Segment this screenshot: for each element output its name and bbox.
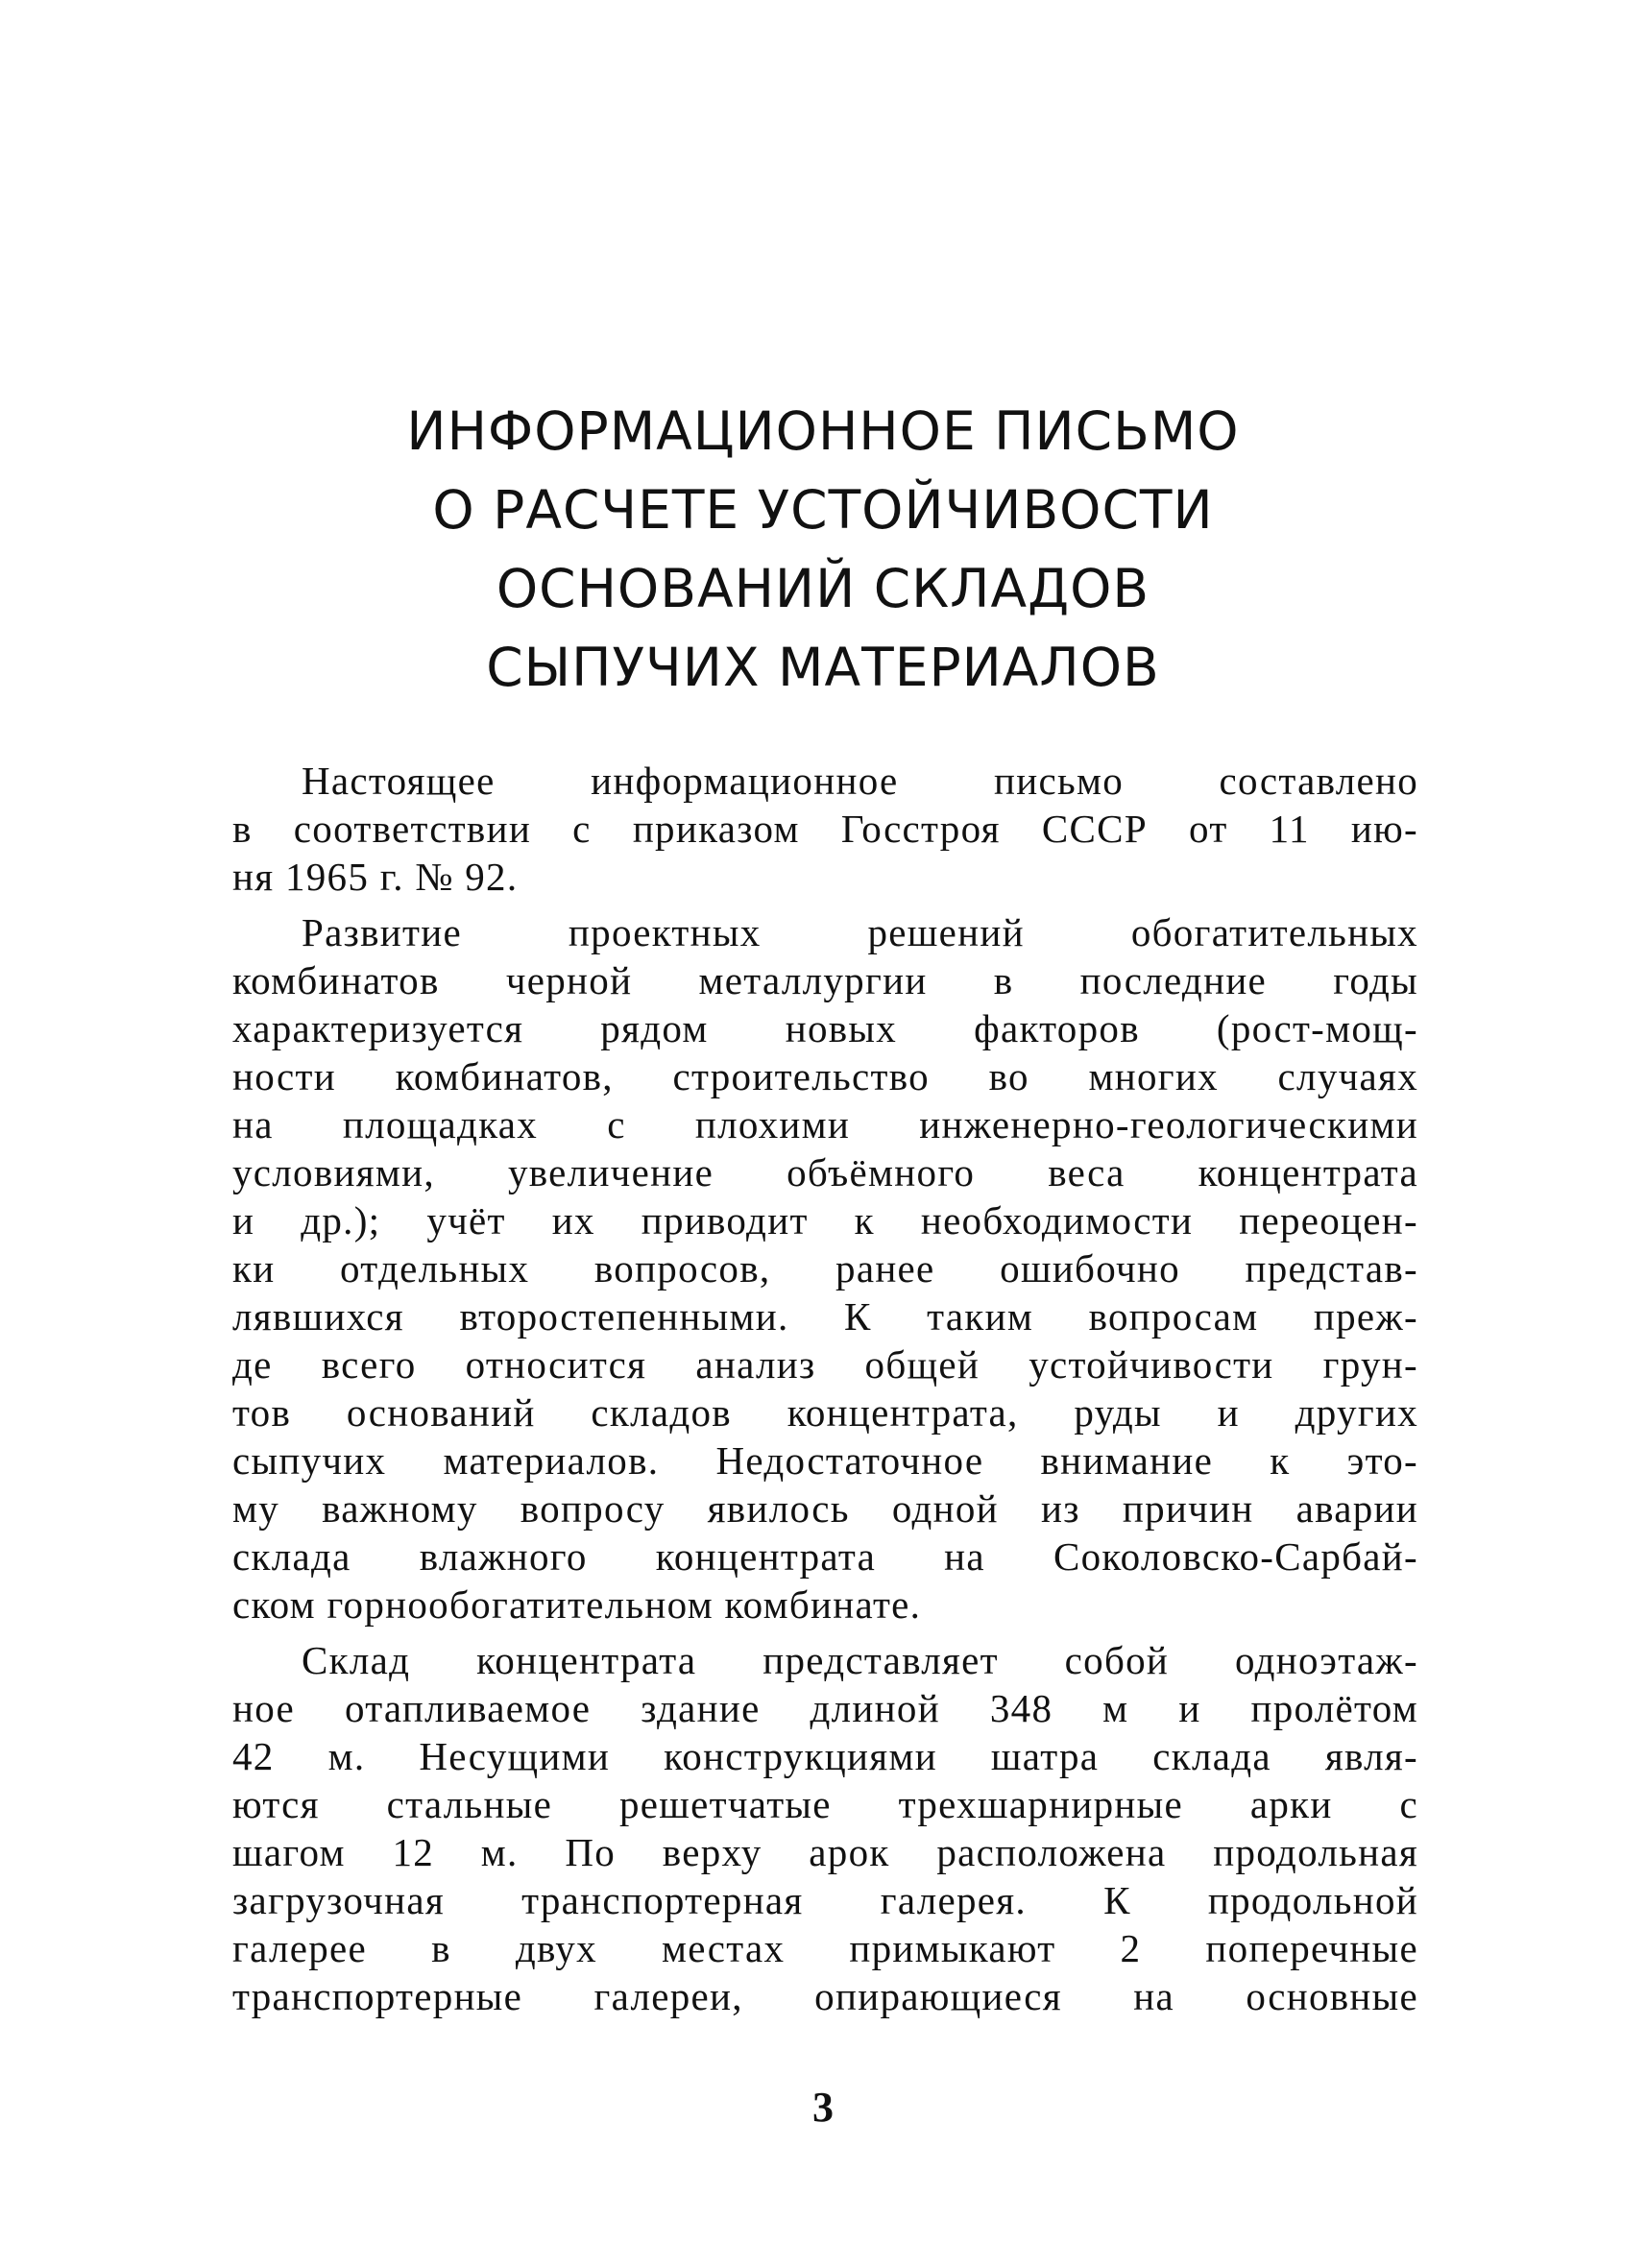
page-number: 3 [812,2084,834,2131]
text-line: транспортерные галереи, опирающиеся на основные [232,1974,1418,2018]
text-line: сыпучих материалов. Недостаточное внимание к это- [232,1438,1418,1483]
text-line: тов оснований складов концентрата, руды и других [232,1390,1418,1435]
paragraph-warehouse [232,1636,1418,2020]
title-line: ИНФОРМАЦИОННОЕ ПИСЬМО [406,400,1240,462]
text-line: ности комбинатов, строительство во многих случаях [232,1054,1418,1098]
text-line: комбинатов черной металлургии в последние годы [232,958,1418,1002]
document-body [232,757,1418,2028]
document-title [0,392,1646,707]
paragraph-development [232,908,1418,1629]
text-line: ском горнообогатительном комбинате. [232,1582,922,1627]
text-line: условиями, увеличение объёмного веса концентрата [232,1150,1418,1194]
text-line: Развитие проектных решений обогатительных [302,910,1418,954]
paragraph-intro [232,757,1418,901]
text-line: лявшихся второстепенными. К таким вопросам преж- [232,1294,1418,1339]
text-line: шагом 12 м. По верху арок расположена продольная [232,1830,1418,1874]
text-line: загрузочная транспортерная галерея. К продольной [232,1878,1418,1922]
title-line: СЫПУЧИХ МАТЕРИАЛОВ [486,637,1160,698]
text-line: ются стальные решетчатые трехшарнирные арки с [232,1782,1418,1826]
text-line: на площадках с плохими инженерно-геологическими [232,1102,1418,1146]
title-line: ОСНОВАНИЙ СКЛАДОВ [496,558,1150,619]
text-line: галерее в двух местах примыкают 2 поперечные [232,1926,1418,1970]
text-line: ное отапливаемое здание длиной 348 м и пролётом [232,1686,1418,1730]
text-line: Настоящее информационное письмо составлено [302,759,1418,803]
text-line: Склад концентрата представляет собой одноэтаж- [302,1638,1418,1682]
text-line: ки отдельных вопросов, ранее ошибочно представ- [232,1246,1418,1291]
text-line: ня 1965 г. № 92. [232,855,519,899]
text-line: в соответствии с приказом Госстроя СССР от 11 ию- [232,807,1418,851]
text-line: характеризуется рядом новых факторов (рост-мощ- [232,1006,1418,1050]
text-line: де всего относится анализ общей устойчивости грун- [232,1342,1418,1387]
text-line: 42 м. Несущими конструкциями шатра склада явля- [232,1734,1418,1778]
text-line: склада влажного концентрата на Соколовско-Сарбай- [232,1534,1418,1579]
title-line: О РАСЧЕТЕ УСТОЙЧИВОСТИ [432,479,1214,541]
text-line: и др.); учёт их приводит к необходимости переоцен- [232,1198,1418,1243]
text-line: му важному вопросу явилось одной из причин аварии [232,1486,1418,1531]
